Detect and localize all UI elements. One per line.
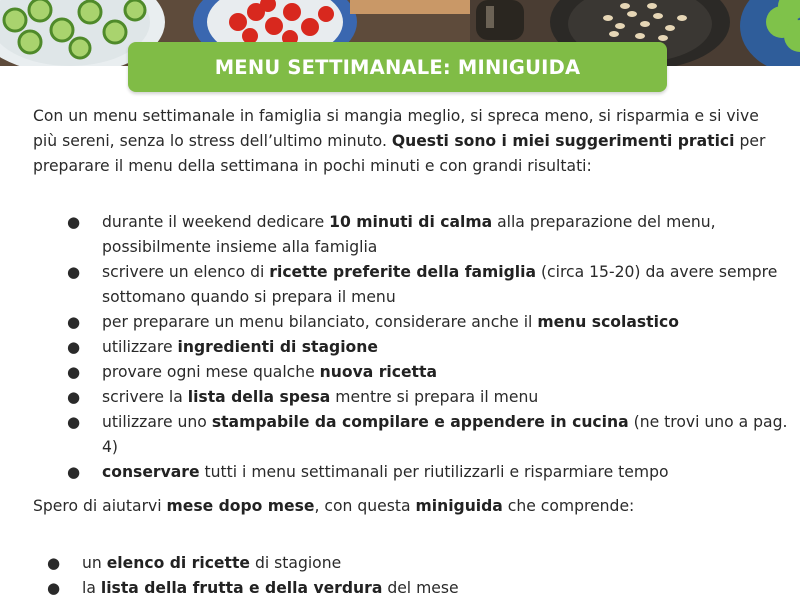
tip-bold-text: ingredienti di stagione bbox=[177, 338, 378, 356]
tip-bold-text: menu scolastico bbox=[537, 313, 679, 331]
tip-bold-text: ricette preferite della famiglia bbox=[269, 263, 536, 281]
tip-bold-text: lista della spesa bbox=[187, 388, 331, 406]
intro-paragraph bbox=[33, 104, 783, 179]
tip-text: scrivere la bbox=[102, 388, 188, 406]
closing-text: Spero di aiutarvi bbox=[33, 497, 167, 515]
list-item bbox=[67, 360, 792, 385]
tip-text: provare ogni mese qualche bbox=[102, 363, 320, 381]
bullet-icon: ● bbox=[67, 313, 81, 331]
tip-text: utilizzare bbox=[102, 338, 178, 356]
bullet-icon: ● bbox=[67, 263, 81, 281]
list-item bbox=[67, 410, 792, 460]
bullet-icon: ● bbox=[47, 554, 61, 572]
content-text: un bbox=[82, 554, 107, 572]
tip-text: alla preparazione del menu, possibilmente insieme alla famiglia bbox=[102, 213, 716, 256]
closing-text: , con questa bbox=[314, 497, 416, 515]
bullet-icon: ● bbox=[67, 388, 81, 406]
tip-bold-text: 10 minuti di calma bbox=[329, 213, 493, 231]
content-text: la bbox=[82, 579, 101, 597]
intro-text: Con un menu settimanale in famiglia si mangia meglio, si spreca meno, si risparmia e si vive più sereni, senza lo stress dell’ultimo minuto. bbox=[33, 107, 759, 150]
tip-text: tutti i menu settimanali per riutilizzarli e risparmiare tempo bbox=[199, 463, 669, 481]
list-item bbox=[67, 385, 792, 410]
list-item bbox=[47, 576, 782, 601]
bullet-icon: ● bbox=[67, 463, 81, 481]
bullet-icon: ● bbox=[67, 363, 81, 381]
intro-bold-text: Questi sono i miei suggerimenti pratici bbox=[391, 132, 735, 150]
tip-text: (circa 15-20) da avere sempre sottomano quando si prepara il menu bbox=[102, 263, 778, 306]
bullet-icon: ● bbox=[67, 338, 81, 356]
closing-bold-text: mese dopo mese bbox=[166, 497, 315, 515]
closing-text: che comprende: bbox=[502, 497, 635, 515]
tip-text: durante il weekend dedicare bbox=[102, 213, 330, 231]
content-bold-text: lista della frutta e della verdura bbox=[100, 579, 383, 597]
bullet-icon: ● bbox=[67, 213, 81, 231]
tips-list bbox=[67, 210, 792, 485]
bullet-icon: ● bbox=[47, 579, 61, 597]
closing-bold-text: miniguida bbox=[415, 497, 503, 515]
contents-list bbox=[47, 551, 782, 601]
tip-text: (ne trovi uno a pag. 4) bbox=[102, 413, 788, 456]
bullet-icon: ● bbox=[67, 413, 81, 431]
tip-text: utilizzare uno bbox=[102, 413, 212, 431]
list-item bbox=[67, 310, 792, 335]
tip-text: mentre si prepara il menu bbox=[330, 388, 539, 406]
tip-bold-text: stampabile da compilare e appendere in cucina bbox=[211, 413, 629, 431]
list-item bbox=[67, 210, 792, 260]
list-item bbox=[47, 551, 782, 576]
tip-text: scrivere un elenco di bbox=[102, 263, 270, 281]
title-banner bbox=[128, 42, 667, 92]
page-title: MENU SETTIMANALE: MINIGUIDA bbox=[214, 55, 581, 79]
intro-text: per preparare il menu della settimana in pochi minuti e con grandi risultati: bbox=[33, 132, 766, 175]
closing-paragraph bbox=[33, 494, 634, 519]
content-bold-text: elenco di ricette bbox=[106, 554, 250, 572]
list-item bbox=[67, 260, 792, 310]
tip-text: per preparare un menu bilanciato, considerare anche il bbox=[102, 313, 538, 331]
tip-bold-text: conservare bbox=[102, 463, 200, 481]
list-item bbox=[67, 460, 792, 485]
tip-bold-text: nuova ricetta bbox=[319, 363, 437, 381]
content-text: di stagione bbox=[250, 554, 342, 572]
content-text: del mese bbox=[382, 579, 459, 597]
list-item bbox=[67, 335, 792, 360]
